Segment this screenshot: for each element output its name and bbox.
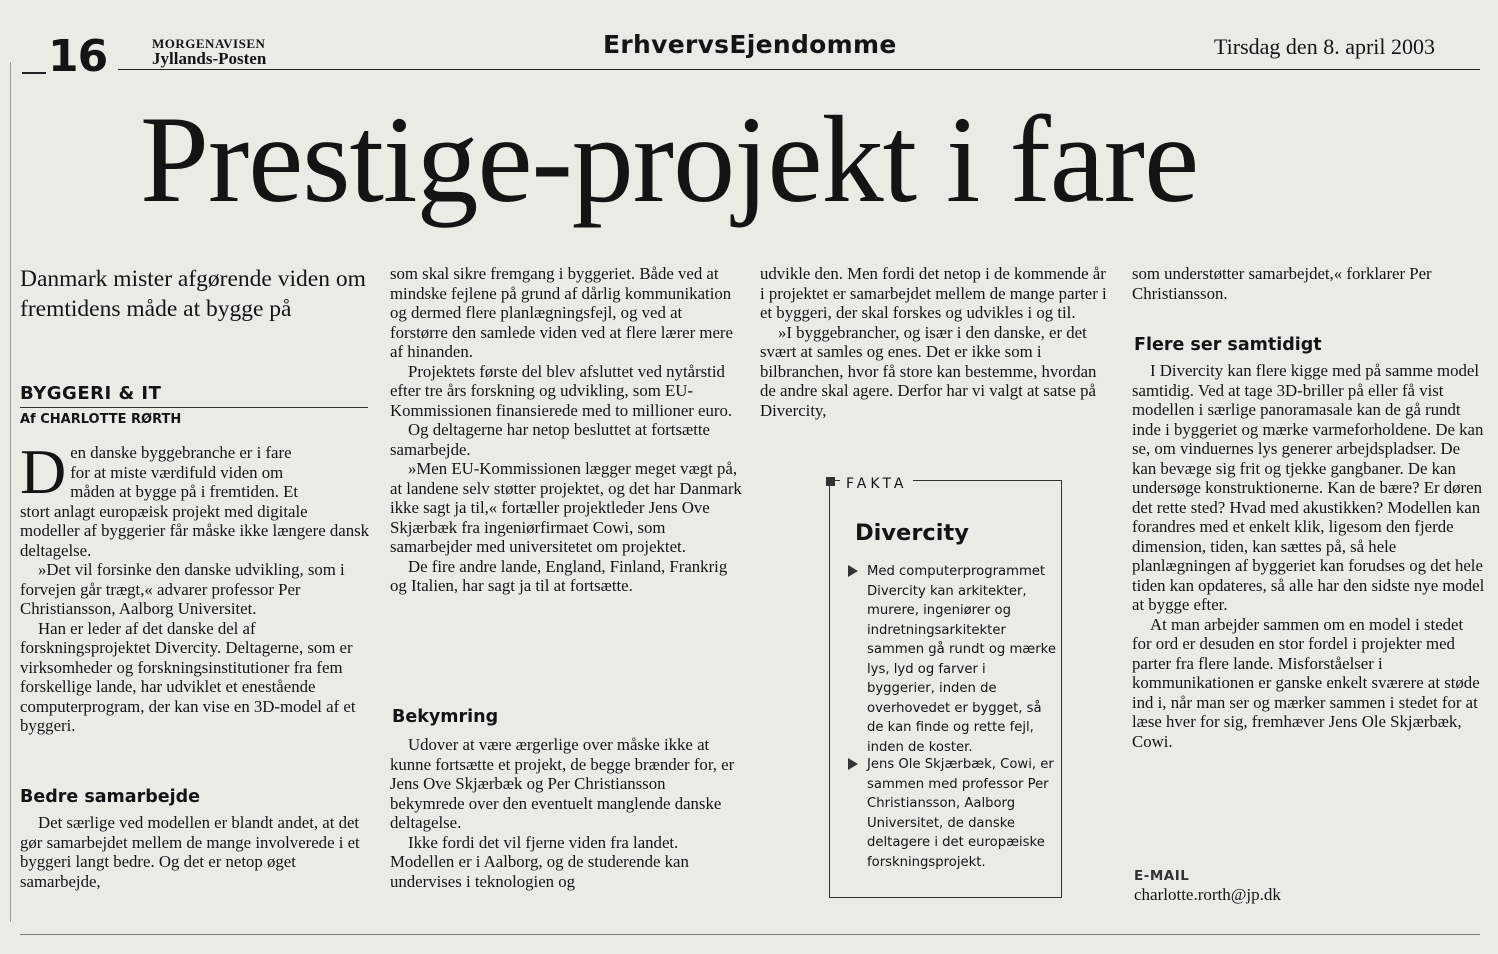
body-paragraph: som skal sikre fremgang i byggeriet. Både ved at mindske fejlene på grund af dårlig kommunikation og dermed flere planlægningsfejl, og ved at forstørre den samlede viden ved at flere lærer mere af hinanden. — [390, 264, 733, 361]
page-number-rule — [22, 72, 46, 74]
body-paragraph: De fire andre lande, England, Finland, Frankrig og Italien, har sagt ja til at fortsætte. — [390, 556, 728, 595]
article-rubric: BYGGERI & IT — [20, 383, 162, 404]
lead-rest: stort anlagt europæisk projekt med digitale modeller af byggerier får måske ikke længere dansk deltagelse. — [20, 501, 370, 560]
section-title: ErhvervsEjendomme — [603, 30, 897, 59]
lead-line: for at miste værdifuld viden om — [70, 462, 284, 482]
margin-line — [10, 62, 11, 922]
lead-line: en danske byggebranche er i fare — [70, 443, 292, 462]
triangle-bullet-icon — [848, 565, 858, 577]
column-1-body-continued — [20, 813, 370, 891]
body-paragraph: udvikle den. Men fordi det netop i de kommende år i projektet er samarbejdet mellem de mange parter i et byggeri, der skal forskes og udvikles i og til. — [760, 264, 1107, 322]
fakta-item-text: Jens Ole Skjærbæk, Cowi, er sammen med professor Per Christiansson, Aalborg Universitet, de danske deltagere i det europæiske forskningsprojekt. — [867, 757, 1054, 870]
column-3-body — [760, 264, 1112, 420]
byline: Af CHARLOTTE RØRTH — [20, 412, 182, 427]
body-paragraph: »I byggebrancher, og især i den danske, er det svært at samles og enes. Det er ikke som i bilbranchen, hvor få store kan bestemme, hvordan de andre skal agere. Derfor har vi valgt at satse på Divercity, — [760, 322, 1097, 420]
fakta-title: Divercity — [855, 520, 969, 546]
masthead-rule — [118, 69, 1480, 70]
bottom-rule — [20, 934, 1480, 935]
page-number: 16 — [48, 31, 108, 82]
fakta-item — [867, 755, 1057, 872]
issue-date: Tirsdag den 8. april 2003 — [1214, 34, 1436, 59]
drop-cap: D — [20, 436, 67, 507]
article-deck: Danmark mister afgørende viden om fremtidens måde at bygge på — [20, 266, 366, 322]
body-paragraph: Og deltagerne har netop besluttet at fortsætte samarbejde. — [390, 420, 710, 459]
column-1-body — [20, 436, 370, 736]
body-paragraph: »Men EU-Kommissionen lægger meget vægt på, at landene selv støtter projektet, og det har Danmark ikke sagt ja til,« fortæller projektleder Jens Ove Skjærbæk fra ingeniørfirmaet Cowi, som samarbejder med universitetet om projektet. — [390, 459, 742, 556]
email-label: E-MAIL — [1134, 868, 1190, 884]
column-2-body — [390, 264, 742, 596]
fakta-item-text: Med computerprogrammet Divercity kan arkitekter, murere, ingeniører og indretningsarkitekter sammen gå rundt og mærke lys, lyd og farver i byggerier, inden de overhovedet er bygget, så de kan finde og rette fejl, inden de koster. — [867, 564, 1056, 755]
body-paragraph: Ikke fordi det vil fjerne viden fra landet. Modellen er i Aalborg, og de studerende kan undervises i teknologien og — [390, 832, 689, 891]
fakta-label: FAKTA — [840, 475, 913, 493]
subhead-flere-ser-samtidigt: Flere ser samtidigt — [1134, 335, 1322, 355]
author-email: charlotte.rorth@jp.dk — [1134, 885, 1281, 904]
body-paragraph: Projektets første del blev afsluttet ved nytårstid efter tre års forskning og udvikling, som EU-Kommissionen finansierede med to millioner euro. — [390, 361, 733, 420]
rubric-rule — [20, 407, 368, 408]
body-paragraph: At man arbejder sammen om en model i stedet for ord er desuden en stor fordel i projekter med parter fra flere lande. Misforståelser i kommunikationen er ganske enkelt sværere at støde ind i, når man ser og mærker sammen i stedet for at læse hver for sig, fremhæver Jens Ole Skjærbæk, Cowi. — [1132, 614, 1480, 751]
body-paragraph: Det særlige ved modellen er blandt andet, at det gør samarbejdet mellem de mange involverede i et byggeri langt bedre. Og det er netop øget samarbejde, — [20, 813, 360, 891]
newspaper-name: Jyllands-Posten — [152, 49, 267, 68]
body-paragraph: som understøtter samarbejdet,« forklarer Per Christiansson. — [1132, 264, 1432, 303]
subhead-bedre-samarbejde: Bedre samarbejde — [20, 787, 201, 807]
column-4-top — [1132, 264, 1484, 303]
column-4-body — [1132, 361, 1486, 751]
body-paragraph: Han er leder af det danske del af forskningsprojektet Divercity. Deltagerne, som er virksomheder og forskningsinstitutioner fra fem forskellige lande, har udviklet et enestående computerprogram, der kan vise en 3D-model af et byggeri. — [20, 618, 356, 735]
lead-line: måden at bygge på i fremtiden. Et — [70, 482, 299, 501]
lead-paragraph — [20, 436, 370, 560]
column-2-body-continued — [390, 735, 742, 891]
subhead-bekymring: Bekymring — [392, 707, 499, 727]
body-paragraph: I Divercity kan flere kigge med på samme model samtidig. Ved at tage 3D-briller på eller få vist modellen i særlige panoramasale kan de gå rundt inde i byggeriet og mærke varmeforholdene. De kan se, om vinduernes lys generer arbejdspladser. De kan bevæge sig frit og tjekke gangbaner. De kan undersøge konstruktionerne. Kan de bære? Er døren det rette sted? Hvad med akustikken? Modellen kan forandres med et enkelt klik, ligesom den fjerde dimension, tiden, kan sættes på, så hele planlægningen af byggeriet kan forudses og det hele tiden kan opdateres, så alle har den sidste nye model at bygge efter. — [1132, 361, 1485, 614]
fakta-item — [867, 562, 1057, 757]
body-paragraph: »Det vil forsinke den danske udvikling, som i forvejen går trægt,« advarer professor Per Christiansson, Aalborg Universitet. — [20, 560, 345, 618]
triangle-bullet-icon — [848, 758, 858, 770]
headline: Prestige-projekt i fare — [140, 91, 1199, 228]
newspaper-name-top: MORGENAVISEN — [152, 36, 266, 51]
body-paragraph: Udover at være ærgerlige over måske ikke at kunne fortsætte et projekt, de begge brænder for, er Jens Ove Skjærbæk og Per Christiansson bekymrede over den eventuelt manglende danske deltagelse. — [390, 735, 735, 832]
fakta-marker-icon — [826, 477, 835, 486]
